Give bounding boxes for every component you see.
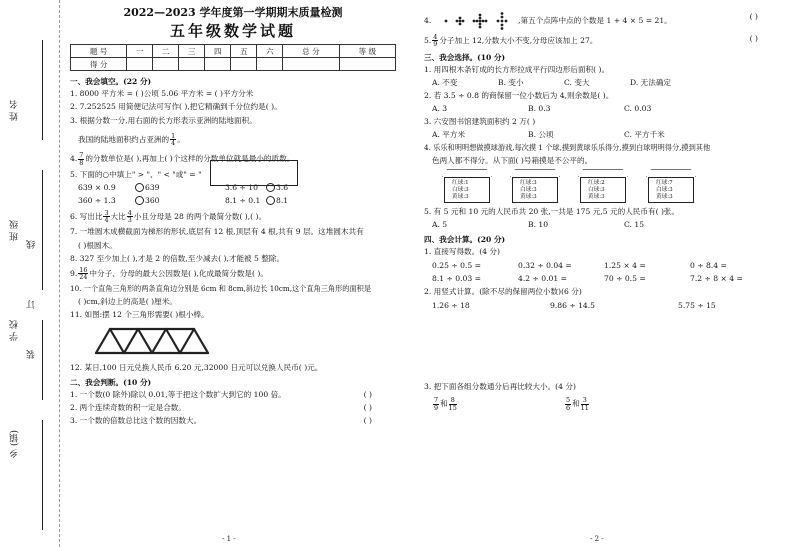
compare-circle[interactable] xyxy=(135,196,144,205)
calc-item: 4.2 ÷ 0.01 = xyxy=(518,273,567,283)
box-roof xyxy=(442,169,492,177)
binding-line xyxy=(42,320,43,400)
box-body xyxy=(512,177,558,203)
answer-rectangle xyxy=(210,160,298,186)
denominator: 4 xyxy=(104,215,109,224)
box-roof xyxy=(578,169,628,177)
fraction xyxy=(103,210,109,224)
binding-strip xyxy=(0,0,60,547)
question-fragment: 分子加上 12,分数大小不变,分母应该加上 27。 xyxy=(439,35,598,45)
question-text: 色两人都不得分。从下面( )号箱摸是不公平的。 xyxy=(432,156,593,166)
option-a[interactable]: A. 不变 xyxy=(432,78,458,88)
score-header-cell: 题 号 xyxy=(71,45,127,58)
school-label: 学 校 xyxy=(10,320,20,341)
question-fragment: 大比 xyxy=(110,211,126,221)
numerator: 7 xyxy=(79,151,84,160)
question-text: 5. 有 5 元和 10 元的人民币共 20 张,一共是 175 元,5 元的人民币有( )张。 xyxy=(424,207,680,217)
score-row-label: 得 分 xyxy=(71,58,127,71)
compare-expr: 3.6 xyxy=(276,183,289,193)
question-text: 1. 直接写得数。(4 分) xyxy=(424,246,500,256)
calc-item: 0 ÷ 8.4 = xyxy=(690,260,727,270)
numerator: 7 xyxy=(434,396,439,405)
box-line: 黄球:3 xyxy=(656,194,673,201)
option-b[interactable]: B. 0.3 xyxy=(528,104,551,114)
fraction xyxy=(78,267,88,281)
binding-line xyxy=(42,420,43,530)
score-header-cell: 总 分 xyxy=(283,45,339,58)
box-line: 白球:3 xyxy=(656,187,673,194)
judge-question xyxy=(424,12,782,30)
fraction xyxy=(565,397,571,411)
option-a[interactable]: A. 5 xyxy=(432,220,448,230)
compare-expr: 360 xyxy=(145,196,160,206)
option-b[interactable]: B. 公顷 xyxy=(528,130,554,140)
answer-paren[interactable]: ( ) xyxy=(749,12,758,21)
numerator: 5 xyxy=(566,396,571,405)
pair-connector: 和 xyxy=(572,399,580,409)
fraction-pairs xyxy=(424,397,782,411)
vertical-calc-item: 1.26 ÷ 18 xyxy=(432,301,470,311)
denominator: 6 xyxy=(566,403,571,412)
question-fragment: 2. 两个连续奇数的积一定是合数。 xyxy=(70,402,186,412)
judge-question xyxy=(70,416,396,425)
calc-item: 0.32 ÷ 0.04 = xyxy=(518,260,572,270)
box-line: 红球:2 xyxy=(588,180,605,187)
compare-expr: 639 × 0.9 xyxy=(78,183,116,193)
town-label: 乡 (镇) xyxy=(10,430,20,458)
compare-circle[interactable] xyxy=(266,196,275,205)
triangle-sticks-figure xyxy=(92,323,212,357)
score-header-cell: 一 xyxy=(127,45,153,58)
calc-row xyxy=(424,261,782,270)
question-text: 3. 根据分数一分,用右面的长方形表示亚洲的陆地面积。 xyxy=(70,115,257,125)
denominator: 3 xyxy=(127,215,132,224)
name-label: 姓 名 xyxy=(10,100,20,121)
compare-expr: 360 ÷ 1.3 xyxy=(78,196,116,206)
numerator: 3 xyxy=(581,397,589,404)
question-fragment: 我国的陆地面积约占亚洲的 xyxy=(78,134,170,144)
score-cell xyxy=(283,58,339,71)
vertical-calc-row xyxy=(424,301,782,310)
denominator: 11 xyxy=(580,403,589,412)
ball-boxes xyxy=(442,169,782,203)
question-fragment: 。 xyxy=(177,134,185,144)
section-title: 二、我会判断。(10 分) xyxy=(70,377,152,387)
dot-pattern-figure xyxy=(440,12,510,30)
line-mark: 订 xyxy=(27,300,37,309)
box-line: 黄球:3 xyxy=(452,194,469,201)
question-fragment: 4. xyxy=(70,154,78,164)
fraction xyxy=(432,34,438,48)
question-fragment: 的分数单位是( ),再加上( )个这样的分数单位就是最小的质数。 xyxy=(85,154,295,164)
box-line: 红球:1 xyxy=(452,180,469,187)
page-left xyxy=(62,0,398,547)
option-c[interactable]: C. 平方千米 xyxy=(624,130,665,140)
question-fragment: 4. xyxy=(424,16,432,25)
box-body xyxy=(444,177,490,203)
box-roof xyxy=(510,169,560,177)
denominator: 9 xyxy=(434,403,439,412)
answer-paren[interactable]: ( ) xyxy=(749,34,758,43)
section-title: 四、我会计算。(20 分) xyxy=(424,234,506,244)
numerator: 8 xyxy=(449,397,457,404)
denominator: 4 xyxy=(171,139,176,148)
question-fragment: 中分子、分母的最大公因数是( ),化成最简分数是( )。 xyxy=(89,268,268,278)
question-text: 1. 8000 平方米 = ( )公顷 5.06 平方米 = ( )平方分米 xyxy=(70,89,254,99)
compare-expr: 8.1 xyxy=(276,196,289,206)
fraction xyxy=(581,397,589,411)
score-cell xyxy=(153,58,179,71)
class-label: 班 级 xyxy=(10,220,20,241)
compare-circle[interactable] xyxy=(135,183,144,192)
denominator: 24 xyxy=(79,273,88,282)
question-text: 2. 用竖式计算。(除不尽的保留两位小数)(6 分) xyxy=(424,286,582,296)
box-line: 白球:3 xyxy=(452,187,469,194)
compare-expr: 639 xyxy=(145,183,160,193)
fraction xyxy=(127,210,133,224)
options-row xyxy=(424,130,782,139)
question-text: 2. 若 3.5 ÷ 0.8 的商保留一位小数后为 4,则余数是( )。 xyxy=(424,91,614,101)
score-cell xyxy=(231,58,257,71)
question-text: 4. 乐乐和明明想做摸球游戏,每次摸 1 个球,摸到黄球乐乐得分,摸到白球明明得分,摸到其他 xyxy=(424,142,711,152)
question-text: 3. 六安图书馆建筑面积约 2 万( ) xyxy=(424,117,536,127)
answer-paren[interactable]: ( ) xyxy=(363,402,372,412)
binding-line xyxy=(42,40,43,140)
option-a[interactable]: A. 3 xyxy=(432,104,448,114)
score-cell xyxy=(339,58,395,71)
calc-item: 0.25 ÷ 0.5 = xyxy=(432,260,481,270)
score-header-cell: 二 xyxy=(153,45,179,58)
score-header-cell: 三 xyxy=(179,45,205,58)
question-fragment: ,第五个点阵中点的个数是 1 + 4 × 5 = 21。 xyxy=(518,16,672,25)
fraction-pair-2 xyxy=(564,397,590,411)
fraction xyxy=(78,152,84,166)
vertical-calc-item: 5.75 ÷ 15 xyxy=(678,301,716,311)
box-line: 黄球:3 xyxy=(588,194,605,201)
score-header-cell: 五 xyxy=(231,45,257,58)
score-cell xyxy=(205,58,231,71)
question-text: 12. 某日,100 日元兑换人民币 6.20 元,32000 日元可以兑换人民币( )元。 xyxy=(70,363,323,373)
calc-item: 8.1 ÷ 0.03 = xyxy=(432,273,481,283)
question-fragment: 1. 一个数(0 除外)除以 0.01,等于把这个数扩大到它的 100 倍。 xyxy=(70,389,286,399)
line-mark: 装 xyxy=(27,350,37,359)
option-c[interactable]: C. 15 xyxy=(624,220,645,230)
score-table-header-row xyxy=(71,45,396,58)
question-text: 1. 用四根木条钉成的长方形拉成平行四边形后面积( )。 xyxy=(424,64,610,74)
question-text: 11. 如图:摆 12 个三角形需要( )根小棒。 xyxy=(70,310,209,320)
box-body xyxy=(580,177,626,203)
question-text: ( )cm,斜边上的高是( )厘米。 xyxy=(78,297,177,307)
option-b[interactable]: B. 10 xyxy=(528,220,549,230)
box-line: 黄球:3 xyxy=(520,194,537,201)
option-b[interactable]: B. 变小 xyxy=(498,78,524,88)
fraction xyxy=(433,397,439,411)
question-fragment: 6. 写出比 xyxy=(70,211,103,221)
calc-row xyxy=(424,274,782,283)
question-fragment: 5. xyxy=(424,35,432,45)
box-roof xyxy=(646,169,696,177)
box-line: 白球:3 xyxy=(588,187,605,194)
calc-item: 70 ÷ 0.5 = xyxy=(604,273,646,283)
score-cell xyxy=(179,58,205,71)
page-number: - 2 - xyxy=(590,534,604,543)
question-text: 10. 一个直角三角形的两条直角边分别是 6cm 和 8cm,斜边长 10cm,这个直角三角形的面积是 xyxy=(70,283,372,293)
ball-box-4[interactable] xyxy=(646,169,696,203)
denominator: 8 xyxy=(79,158,84,167)
option-a[interactable]: A. 平方米 xyxy=(432,130,466,140)
question-text: 3. 把下面各组分数通分后再比较大小。(4 分) xyxy=(424,382,576,392)
binding-line xyxy=(42,170,43,290)
denominator: 15 xyxy=(448,403,457,412)
score-header-cell: 六 xyxy=(257,45,283,58)
exam-title: 2022—2023 学年度第一学期期末质量检测 xyxy=(123,6,343,19)
judge-question xyxy=(70,403,396,412)
score-cell xyxy=(257,58,283,71)
numerator: 16 xyxy=(79,265,88,274)
numerator: 4 xyxy=(127,208,132,217)
calc-item: 7.2 ÷ 8 × 4 = xyxy=(690,273,743,283)
fraction xyxy=(449,397,457,411)
ball-box-3[interactable] xyxy=(578,169,628,203)
box-line: 红球:3 xyxy=(520,180,537,187)
question-text: 5. 下面的○中填上" > "、" < "或" = " xyxy=(70,170,202,180)
page-number: - 1 - xyxy=(222,534,236,543)
numerator: 3 xyxy=(104,208,109,217)
ball-box-2[interactable] xyxy=(510,169,560,203)
option-d[interactable]: D. 无法确定 xyxy=(630,78,672,88)
answer-paren[interactable]: ( ) xyxy=(363,389,372,399)
score-header-cell: 等 级 xyxy=(339,45,395,58)
score-table xyxy=(70,44,396,71)
question-text: 2. 7.252525 用简便记法可写作( ),把它精确到千分位约是( )。 xyxy=(70,102,282,112)
question-text xyxy=(70,133,396,147)
page-right xyxy=(420,0,788,547)
answer-paren[interactable]: ( ) xyxy=(363,415,372,425)
box-line: 红球:7 xyxy=(656,180,673,187)
question-fragment: 3. 一个数的倍数总比这个数的因数大。 xyxy=(70,415,202,425)
exam-subtitle: 五年级数学试题 xyxy=(169,22,296,41)
question-fragment: 9. xyxy=(70,268,78,278)
question-text: ( )根圆木。 xyxy=(78,240,117,250)
box-line: 白球:3 xyxy=(520,187,537,194)
score-table-row xyxy=(71,58,396,71)
question-text: 8. 327 至少加上( ),才是 2 的倍数,至少减去( ),才能被 5 整除。 xyxy=(70,253,285,263)
judge-question xyxy=(70,390,396,399)
options-row xyxy=(424,220,782,229)
compare-expr: 8.1 ÷ 0.1 xyxy=(225,196,261,206)
box-body xyxy=(648,177,694,203)
numerator: 1 xyxy=(171,131,176,140)
compare-expr: 3.6 ÷ 10 xyxy=(225,183,258,193)
pair-connector: 和 xyxy=(440,399,448,409)
section-title: 一、我会填空。(22 分) xyxy=(70,77,152,87)
denominator: 9 xyxy=(433,40,438,49)
fraction-pair-1 xyxy=(432,397,564,411)
option-c[interactable]: C. 0.03 xyxy=(624,104,652,114)
option-c[interactable]: C. 变大 xyxy=(564,78,590,88)
options-row xyxy=(424,78,782,87)
question-text: 7. 一堆圆木成横截面为梯形的形状,底层有 12 根,顶层有 4 根,共有 9 层。这堆圆木共有 xyxy=(70,227,364,237)
numerator: 4 xyxy=(433,33,438,41)
vertical-calc-item: 9.86 ÷ 14.5 xyxy=(550,301,596,311)
compare-row xyxy=(70,196,396,205)
calc-item: 1.25 × 4 = xyxy=(604,260,646,270)
section-title: 三、我会选择。(10 分) xyxy=(424,52,506,62)
score-header-cell: 四 xyxy=(205,45,231,58)
line-mark: 线 xyxy=(27,240,37,249)
score-cell xyxy=(127,58,153,71)
options-row xyxy=(424,104,782,113)
fraction xyxy=(170,133,176,147)
ball-box-1[interactable] xyxy=(442,169,492,203)
question-fragment: 小且分母是 28 的两个最简分数( ),( )。 xyxy=(133,211,267,221)
judge-question xyxy=(424,34,782,48)
question-text xyxy=(70,210,396,224)
question-text xyxy=(70,267,396,281)
